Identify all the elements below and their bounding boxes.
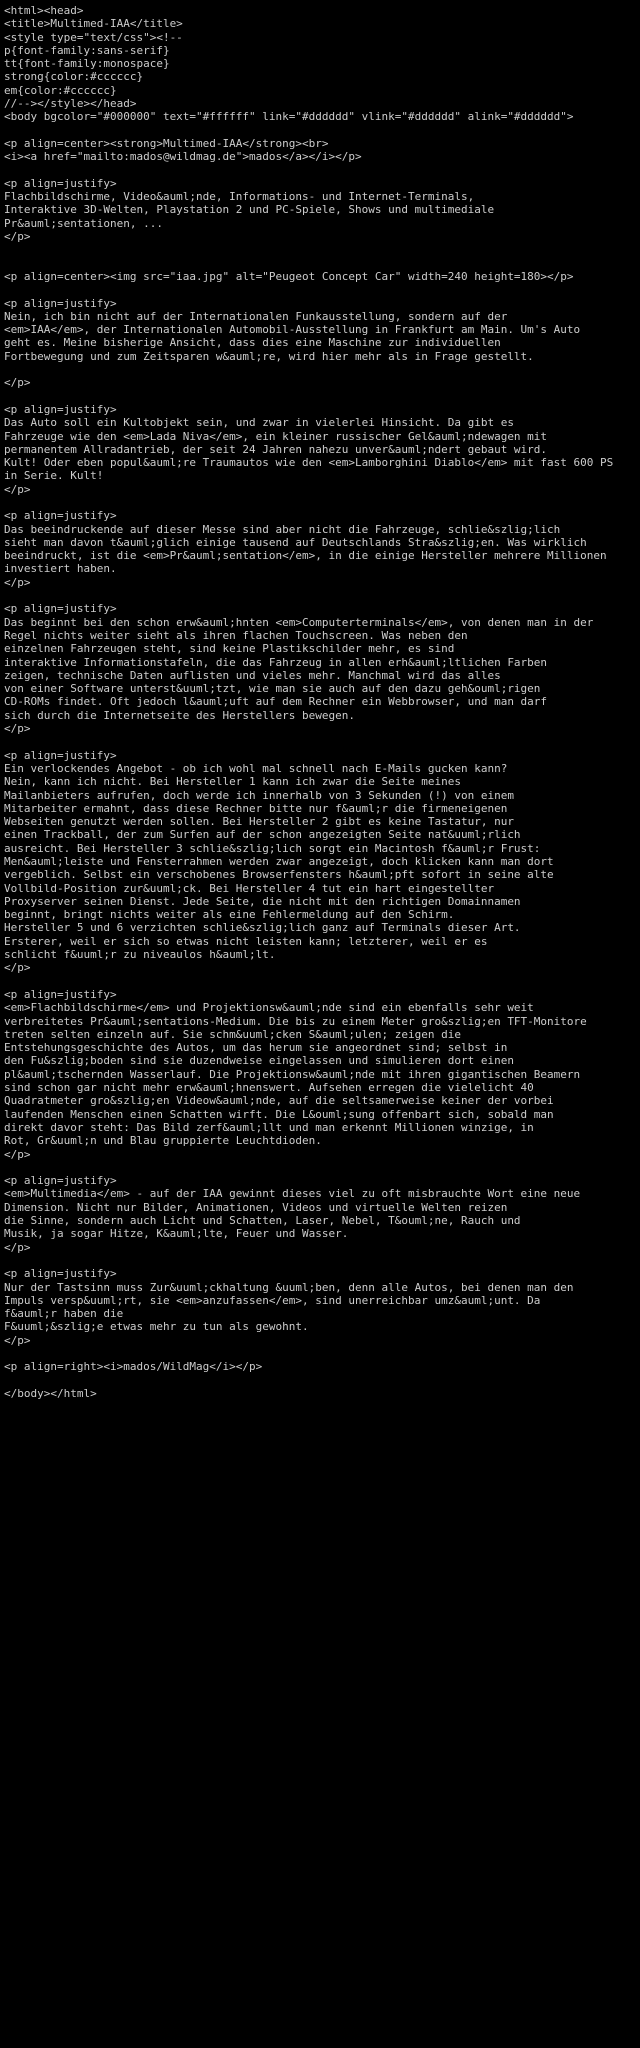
source-line: f&auml;r haben die <box>4 1307 124 1321</box>
source-line: F&uuml;&szlig;e etwas mehr zu tun als gewohnt. <box>4 1320 309 1334</box>
source-line: <body bgcolor="#000000" text="#ffffff" link="#dddddd" vlink="#dddddd" alink="#dddddd"> <box>4 110 574 124</box>
source-line: Mailanbieters aufrufen, doch werde ich innerhalb von 3 Sekunden (!) von einem <box>4 788 514 802</box>
source-line: </p> <box>4 230 31 244</box>
source-line: <em>Multimedia</em> - auf der IAA gewinnt dieses viel zu oft misbrauchte Wort eine neue <box>4 1187 581 1201</box>
source-line: <p align=right><i>mados/WildMag</i></p> <box>4 1360 263 1374</box>
source-line <box>4 257 638 270</box>
source-line: Ersterer, weil er sich so etwas nicht leisten kann; letzterer, weil er es <box>4 934 488 948</box>
source-line <box>4 975 638 988</box>
source-line: <p align=justify> <box>4 402 117 416</box>
source-line: tt{font-family:monospace} <box>4 57 170 71</box>
source-line: </body></html> <box>4 1386 97 1400</box>
source-line: die Sinne, sondern auch Licht und Schatten, Laser, Nebel, T&ouml;ne, Rauch und <box>4 1214 521 1228</box>
source-line: zeigen, technische Daten auflisten und vieles mehr. Manchmal wird das alles <box>4 668 501 682</box>
source-line: </p> <box>4 482 31 496</box>
source-line <box>4 1347 638 1360</box>
source-line: Quadratmeter gro&szlig;en Videow&auml;nde, auf die seltsamerweise keiner der vorbei <box>4 1094 554 1108</box>
source-line: Rot, Gr&uuml;n und Blau gruppierte Leuchtdioden. <box>4 1134 322 1148</box>
source-line: <p align=justify> <box>4 176 117 190</box>
source-line: <p align=justify> <box>4 1267 117 1281</box>
source-line: Webseiten genutzt werden sollen. Bei Hersteller 2 gibt es keine Tastatur, nur <box>4 815 514 829</box>
source-line: <p align=justify> <box>4 1174 117 1188</box>
source-line: schlicht f&uuml;r zu niveaulos h&auml;lt. <box>4 948 276 962</box>
source-line <box>4 589 638 602</box>
source-line: <em>IAA</em>, der Internationalen Automobil-Ausstellung in Frankfurt am Main. Um's Auto <box>4 323 581 337</box>
source-line: Das beginnt bei den schon erw&auml;hnten <em>Computerterminals</em>, von denen man in der <box>4 615 594 629</box>
source-line: sind schon gar nicht mehr erw&auml;hnenswert. Aufsehen erregen die vielelicht 40 <box>4 1081 534 1095</box>
source-line: <p align=justify> <box>4 602 117 616</box>
source-line: p{font-family:sans-serif} <box>4 43 170 57</box>
source-line: Impuls versp&uuml;rt, sie <em>anzufassen</em>, sind unerreichbar umz&auml;unt. Da <box>4 1293 541 1307</box>
source-line: laufenden Menschen einen Schatten wirft. Die L&ouml;sung offenbart sich, sobald man <box>4 1107 554 1121</box>
source-line: Fortbewegung und zum Zeitsparen w&auml;re, wird hier mehr als in Frage gestellt. <box>4 349 534 363</box>
source-line: <p align=justify> <box>4 509 117 523</box>
source-line: Entstehungsgeschichte des Autos, um das herum sie angeordnet sind; selbst in <box>4 1041 508 1055</box>
source-line: <p align=center><img src="iaa.jpg" alt="Peugeot Concept Car" width=240 height=180></p> <box>4 269 574 283</box>
source-line: ausreicht. Bei Hersteller 3 schlie&szlig;lich sorgt ein Macintosh f&auml;r Frust: <box>4 841 541 855</box>
source-line <box>4 735 638 748</box>
source-line: Nein, kann ich nicht. Bei Hersteller 1 kann ich zwar die Seite meines <box>4 775 461 789</box>
source-line: Dimension. Nicht nur Bilder, Animationen, Videos und virtuelle Welten reizen <box>4 1200 508 1214</box>
source-line: Das beeindruckende auf dieser Messe sind aber nicht die Fahrzeuge, schlie&szlig;lich <box>4 522 561 536</box>
source-line: <p align=center><strong>Multimed-IAA</strong><br> <box>4 136 329 150</box>
source-line: CD-ROMs findet. Oft jedoch l&auml;uft auf dem Rechner ein Webbrowser, und man darf <box>4 695 548 709</box>
source-line: Kult! Oder eben popul&auml;re Traumautos wie den <em>Lamborghini Diablo</em> mit fast 600 PS <box>4 456 614 470</box>
source-line <box>4 124 638 137</box>
source-line: einzelnen Fahrzeugen steht, sind keine Plastikschilder mehr, es sind <box>4 642 455 656</box>
source-line: Vollbild-Position zur&uuml;ck. Bei Hersteller 4 tut ein hart eingestellter <box>4 881 495 895</box>
source-line: direkt davor steht: Das Bild zerf&auml;llt und man erkennt Millionen winzige, in <box>4 1120 534 1134</box>
source-line <box>4 164 638 177</box>
source-line: Nein, ich bin nicht auf der Internationalen Funkausstellung, sondern auf der <box>4 309 508 323</box>
source-line: einen Trackball, der zum Surfen auf der schon angezeigten Seite nat&uuml;rlich <box>4 828 521 842</box>
source-line: <html><head> <box>4 4 84 17</box>
source-line: em{color:#cccccc} <box>4 83 117 97</box>
source-line <box>4 243 638 256</box>
source-line: beginnt, bringt nichts weiter als eine Fehlermeldung auf den Schirm. <box>4 908 455 922</box>
source-line: geht es. Meine bisherige Ansicht, dass dies eine Maschine zur individuellen <box>4 336 501 350</box>
source-line: <p align=justify> <box>4 987 117 1001</box>
source-line <box>4 390 638 403</box>
source-line: </p> <box>4 575 31 589</box>
source-line: Das Auto soll ein Kultobjekt sein, und zwar in vielerlei Hinsicht. Da gibt es <box>4 416 514 430</box>
source-line: interaktive Informationstafeln, die das Fahrzeug in allen erh&auml;ltlichen Farben <box>4 655 548 669</box>
source-line: permanentem Allradantrieb, der seit 24 Jahren nahezu unver&auml;ndert gebaut wird. <box>4 442 548 456</box>
source-line <box>4 1161 638 1174</box>
source-line <box>4 363 638 376</box>
source-line: strong{color:#cccccc} <box>4 70 144 84</box>
source-line: Proxyserver seinen Dienst. Jede Seite, die nicht mit den richtigen Domainnamen <box>4 894 521 908</box>
source-line: </p> <box>4 1333 31 1347</box>
source-line: <p align=justify> <box>4 296 117 310</box>
source-line: investiert haben. <box>4 562 117 576</box>
source-line: sich durch die Internetseite des Herstellers bewegen. <box>4 708 355 722</box>
source-line: von einer Software unterst&uuml;tzt, wie man sie auch auf den dazu geh&ouml;rigen <box>4 682 541 696</box>
source-line: <style type="text/css"><!-- <box>4 30 183 44</box>
source-line <box>4 1374 638 1387</box>
source-line <box>4 1254 638 1267</box>
source-line: </p> <box>4 1147 31 1161</box>
source-line: Fahrzeuge wie den <em>Lada Niva</em>, ein kleiner russischer Gel&auml;ndewagen mit <box>4 429 548 443</box>
source-line: Interaktive 3D-Welten, Playstation 2 und PC-Spiele, Shows und multimediale <box>4 203 495 217</box>
source-line: Mitarbeiter ermahnt, dass diese Rechner bitte nur f&auml;r die firmeneigenen <box>4 801 508 815</box>
source-line: </p> <box>4 722 31 736</box>
source-line <box>4 496 638 509</box>
source-line: //--></style></head> <box>4 97 137 111</box>
source-line: <p align=justify> <box>4 748 117 762</box>
source-line: Pr&auml;sentationen, ... <box>4 216 163 230</box>
source-line <box>4 283 638 296</box>
source-line: verbreitetes Pr&auml;sentations-Medium. Die bis zu einem Meter gro&szlig;en TFT-Monitore <box>4 1014 587 1028</box>
source-line: <title>Multimed-IAA</title> <box>4 17 183 31</box>
source-line: </p> <box>4 961 31 975</box>
source-line: in Serie. Kult! <box>4 469 104 483</box>
source-line: Flachbildschirme, Video&auml;nde, Informations- und Internet-Terminals, <box>4 190 475 204</box>
source-line: </p> <box>4 1240 31 1254</box>
source-line: treten selten einzeln auf. Sie schm&uuml;cken S&auml;ulen; zeigen die <box>4 1027 461 1041</box>
source-line: den Fu&szlig;boden sind sie duzendweise eingelassen und simulieren dort einen <box>4 1054 514 1068</box>
source-line: Nur der Tastsinn muss Zur&uuml;ckhaltung &uuml;ben, denn alle Autos, bei denen man den <box>4 1280 574 1294</box>
source-line: Regel nichts weiter sieht als ihren flachen Touchscreen. Was neben den <box>4 628 468 642</box>
source-line: Men&auml;leiste und Fensterrahmen werden zwar angezeigt, doch klicken kann man dort <box>4 855 554 868</box>
source-line: sieht man davon t&auml;glich einige tausend auf Deutschlands Stra&szlig;en. Was wirklich <box>4 535 587 549</box>
source-line: </p> <box>4 376 31 390</box>
source-line: Musik, ja sogar Hitze, K&auml;lte, Feuer und Wasser. <box>4 1227 349 1241</box>
source-line: beeindruckt, ist die <em>Pr&auml;sentation</em>, in die einige Hersteller mehrere Millionen <box>4 549 607 563</box>
source-line: Hersteller 5 und 6 verzichten schlie&szlig;lich ganz auf Terminals dieser Art. <box>4 921 521 935</box>
source-line: pl&auml;tschernden Wasserlauf. Die Projektionsw&auml;nde mit ihren gigantischen Beamern <box>4 1067 581 1081</box>
source-line: vergeblich. Selbst ein verschobenes Browserfensters h&auml;pft sofort in seine alte <box>4 868 554 882</box>
source-line: <i><a href="mailto:mados@wildmag.de">mados</a></i></p> <box>4 150 362 164</box>
source-line: Ein verlockendes Angebot - ob ich wohl mal schnell nach E-Mails gucken kann? <box>4 761 508 775</box>
source-line: <em>Flachbildschirme</em> und Projektionsw&auml;nde sind ein ebenfalls sehr weit <box>4 1001 534 1015</box>
